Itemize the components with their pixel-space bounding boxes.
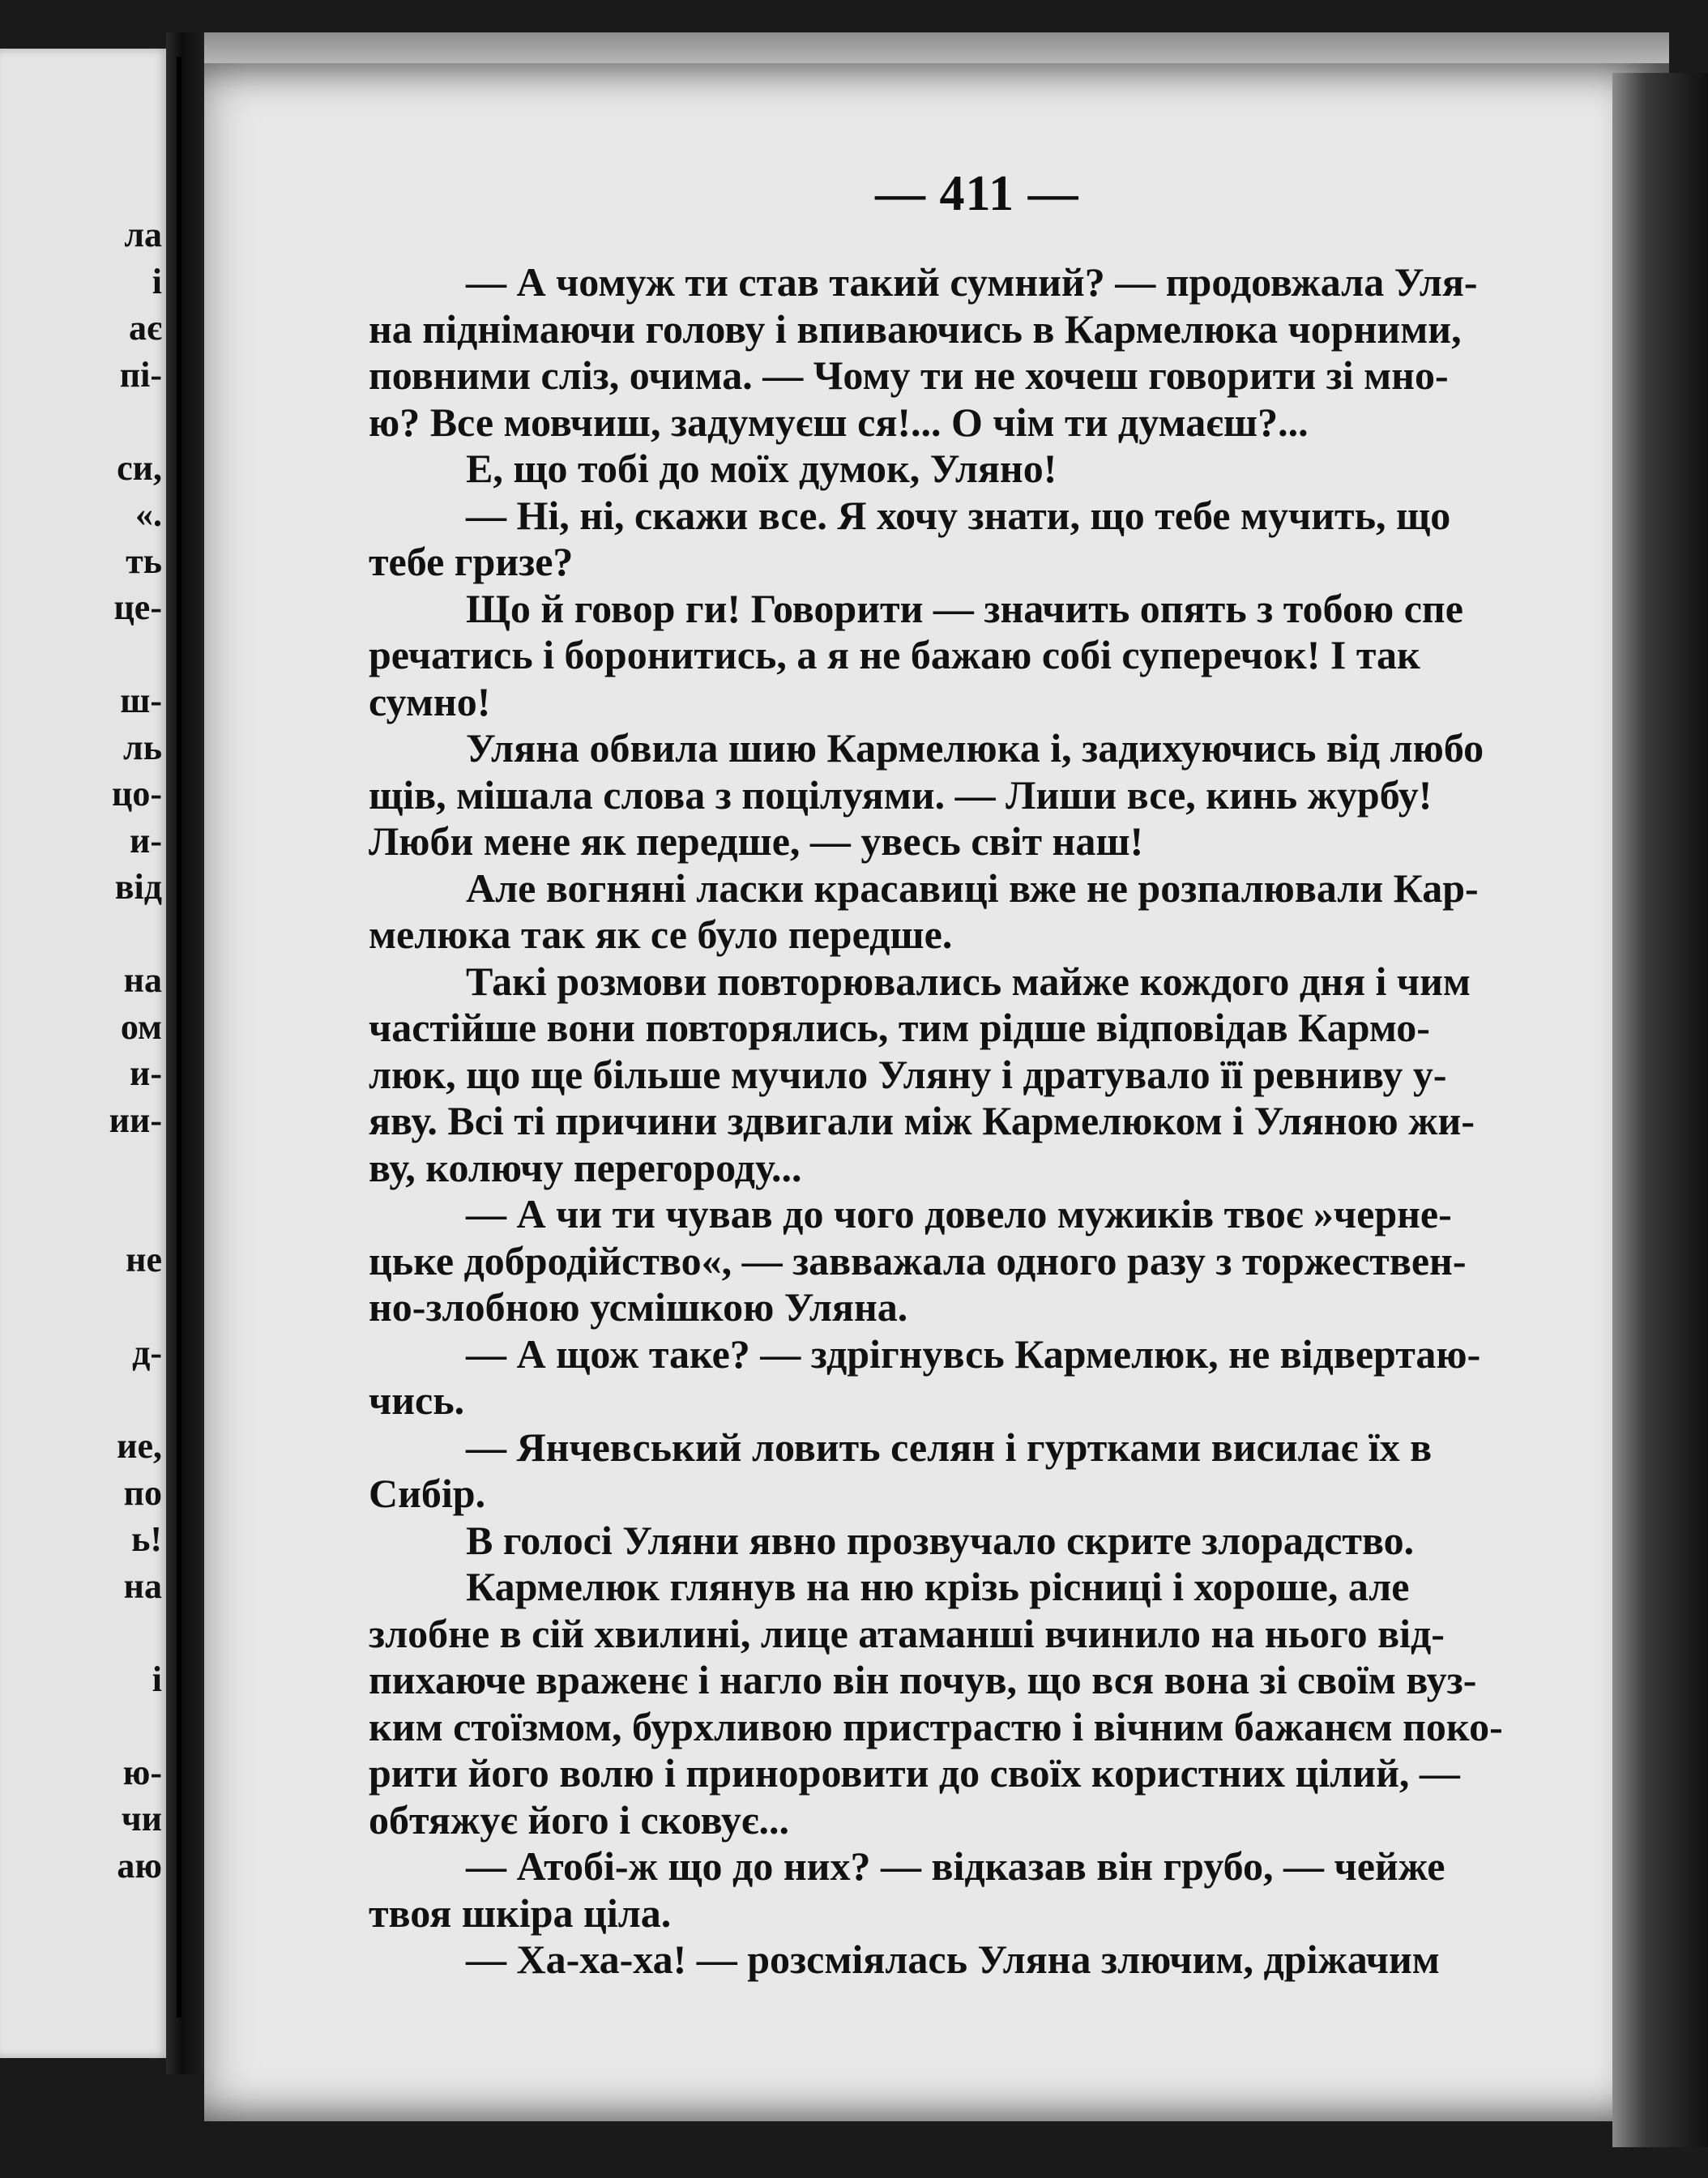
book-gutter [166, 32, 207, 2074]
text-line: — Ні, ні, скажи все. Я хочу знати, що тебе мучить, що [466, 492, 1451, 538]
left-fragment: ла [124, 215, 162, 254]
left-fragment: ом [120, 1006, 162, 1047]
left-fragment: ии- [109, 1100, 162, 1140]
text-line: ву, колючу перегороду... [369, 1144, 802, 1190]
text-line: ким стоїзмом, бурхливою пристрастю і вічним бажанєм поко- [369, 1703, 1503, 1749]
left-fragment: на [123, 1565, 162, 1606]
left-fragment: ль [123, 727, 162, 767]
text-line: ю? Все мовчиш, задумуєш ся!... О чім ти думаєш?... [369, 399, 1309, 445]
text-line: — Ха-ха-ха! — розсміялась Уляна злючим, дріжачим [466, 1937, 1440, 1982]
text-line: сумно! [369, 678, 491, 724]
left-fragment: и- [129, 820, 162, 861]
left-fragment: чи [121, 1799, 162, 1838]
text-line: Е, що тобі до моїх думок, Уляно! [466, 446, 1057, 491]
left-fragment: від [114, 867, 162, 907]
left-fragment: ає [128, 308, 162, 348]
text-line: — А щож таке? — здрігнувсь Кармелюк, не відвертаю- [466, 1330, 1481, 1377]
left-fragment: си, [117, 447, 162, 488]
text-line: Такі розмови повторювались майже кождого дня і чим [466, 958, 1471, 1004]
text-line: чись. [369, 1377, 465, 1423]
left-fragment: ь! [131, 1519, 162, 1559]
text-line: злобне в сій хвилині, лице атаманші вчинило на нього від- [369, 1610, 1445, 1656]
left-fragment: д- [132, 1333, 162, 1373]
text-line: тебе гризе? [369, 539, 574, 584]
left-fragment: це- [113, 587, 162, 627]
page-number: — 411 — [875, 166, 1079, 221]
gutter-line [177, 57, 181, 2018]
text-line: цьке добродійство«, — завважала одного разу з торжествен- [369, 1237, 1467, 1283]
text-line: яву. Всі ті причини здвигали між Кармелюком і Уляною жи- [369, 1098, 1475, 1143]
left-fragment: ю- [122, 1752, 162, 1792]
text-line: Уляна обвила шию Кармелюка і, задихуючись від любо [466, 725, 1484, 771]
text-line: люк, що ще більше мучило Уляну і дратувало її ревниву у- [369, 1051, 1447, 1097]
text-line: но-злобною усмішкою Уляна. [369, 1284, 908, 1330]
text-line: твоя шкіра ціла. [369, 1890, 672, 1936]
left-fragment: аю [117, 1845, 162, 1885]
text-line: повними сліз, очима. — Чому ти не хочеш говорити зі мно- [369, 352, 1449, 398]
left-fragment: «. [135, 494, 162, 534]
text-line: Люби мене як передше, — увесь світ наш! [369, 818, 1144, 864]
left-fragment: і [152, 261, 162, 301]
text-line: щів, мішала слова з поцілуями. — Лиши все, кинь журбу! [369, 771, 1433, 818]
left-fragment: по [123, 1472, 162, 1513]
left-fragment: ть [126, 540, 162, 581]
page-right-edge [1612, 73, 1708, 2147]
text-line: Кармелюк глянув на ню крізь рісниці і хороше, але [466, 1564, 1410, 1609]
left-fragment: цо- [111, 774, 162, 814]
body-text [369, 259, 1584, 1984]
left-fragment: пі- [119, 354, 162, 395]
text-line: частійше вони повторялись, тим рідше відповідав Кармо- [369, 1005, 1430, 1050]
left-fragment: на [123, 960, 162, 1000]
left-fragment: ие, [117, 1426, 162, 1466]
left-fragment: не [126, 1240, 162, 1279]
text-line: Сибір. [369, 1471, 486, 1516]
text-line: — А чомуж ти став такий сумний? — продовжала Уля- [466, 259, 1478, 305]
text-line: Що й говор ги! Говорити — значить опять з тобою спе [466, 585, 1463, 631]
text-line: Але вогняні ласки красавиці вже не розпалювали Кар- [466, 865, 1479, 911]
text-line: — А чи ти чував до чого довело мужиків твоє »черне- [466, 1191, 1452, 1236]
text-line: В голосі Уляни явно прозвучало скрите злорадство. [466, 1517, 1415, 1563]
text-line: — Атобі-ж що до них? — відказав він грубо, — чейже [466, 1843, 1445, 1889]
left-fragment: і [152, 1659, 162, 1699]
text-line: на піднімаючи голову і впиваючись в Кармелюка чорними, [369, 305, 1462, 352]
text-line: рити його волю і приноровити до своїх користних цілий, — [369, 1750, 1460, 1796]
text-line: обтяжує його і сковує... [369, 1796, 789, 1843]
text-line: мелюка так як се було передше. [369, 912, 953, 957]
left-fragment: ш- [120, 681, 162, 720]
left-fragment: и- [129, 1053, 162, 1093]
text-line: речатись і боронитись, а я не бажаю собі суперечок! І так [369, 632, 1420, 677]
text-line: — Янчевський ловить селян і гуртками висилає їх в [466, 1424, 1433, 1470]
text-line: пихаюче враженє і нагло він почув, що вся вона зі своїм вуз- [369, 1657, 1477, 1702]
